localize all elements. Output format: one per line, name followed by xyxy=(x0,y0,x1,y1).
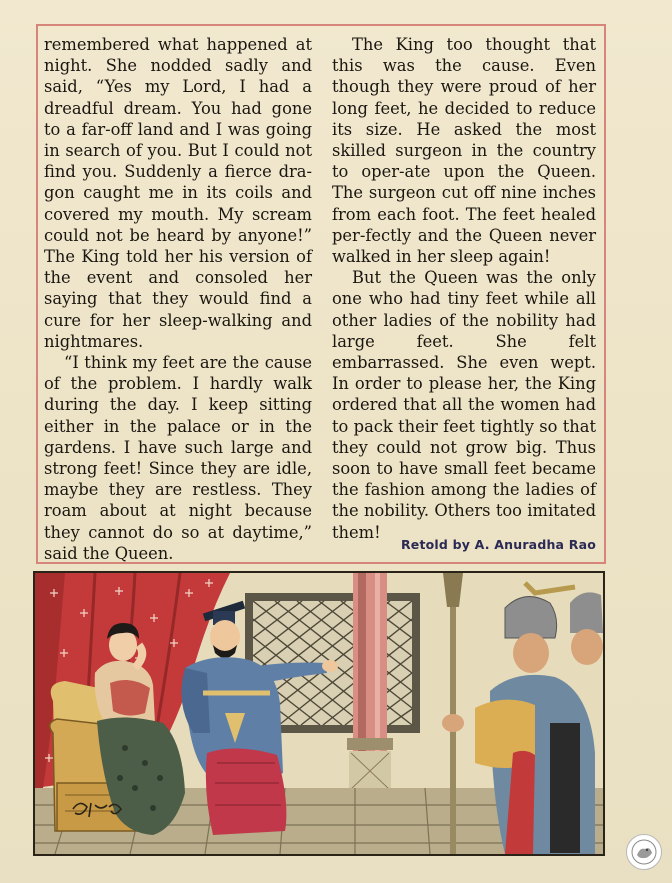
story-paragraph: “I think my feet are the cause of the problem. I hardly walk during the day. I keep sitting either in the palace or in the gardens. I have such large and strong feet! Since they are idle, maybe they are restless. They roam about at night because they cannot do so at daytime,” said the Queen. xyxy=(44,353,312,563)
palace-scene-illustration xyxy=(33,571,605,856)
story-left-column xyxy=(44,34,312,564)
story-text-frame xyxy=(36,24,606,564)
story-right-column xyxy=(332,34,596,543)
story-paragraph: The King too thought that this was the cause. Even though they were proud of her long feet, he decided to reduce its size. He asked the most skilled surgeon in the country to oper-ate upon the Queen. The surgeon cut off nine inches from each foot. The feet healed per-fectly and the Queen never walked in her sleep again! xyxy=(332,35,596,267)
publisher-logo-icon xyxy=(626,834,662,870)
story-paragraph: But the Queen was the only one who had tiny feet while all other ladies of the nobility had large feet. She felt embarrassed. She even wept. In order to please her, the King ordered that all the women had to pack their feet tightly so that they could not grow big. Thus soon to have small feet became the fashion among the ladies of the nobility. Others too imitated them! xyxy=(332,268,596,542)
story-credit: Retold by A. Anuradha Rao xyxy=(400,537,596,552)
story-paragraph: remembered what happened at night. She nodded sadly and said, “Yes my Lord, I had a dreadful dream. You had gone to a far-off land and I was going in search of you. But I could not find you. Suddenly a fierce dra-gon caught me in its coils and covered my mouth. My scream could not be heard by anyone!” The King told her his version of the event and consoled her saying that they would find a cure for her sleep-walking and nightmares. xyxy=(44,35,312,351)
